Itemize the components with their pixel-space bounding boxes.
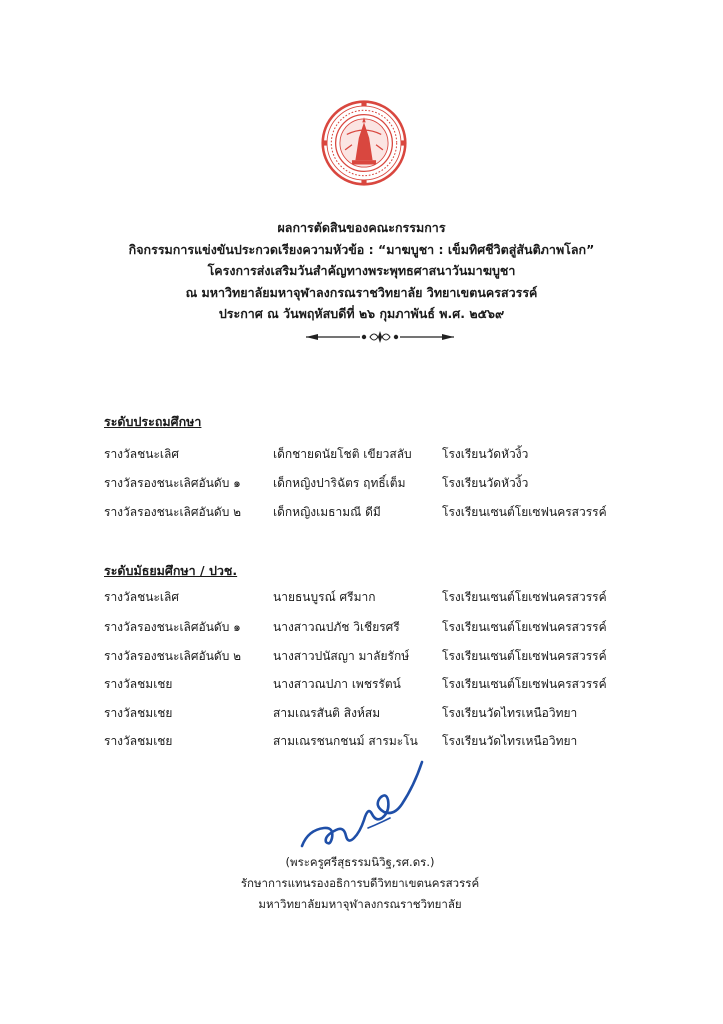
ornament-divider-icon: [304, 330, 456, 344]
award-cell: รางวัลรองชนะเลิศอันดับ ๑: [104, 476, 241, 490]
school-cell: โรงเรียนเซนต์โยเซฟนครสวรรค์: [442, 590, 607, 604]
award-cell: รางวัลรองชนะเลิศอันดับ ๒: [104, 505, 242, 519]
school-cell: โรงเรียนเซนต์โยเซฟนครสวรรค์: [442, 505, 607, 519]
heading-line: กิจกรรมการแข่งขันประกวดเรียงความหัวข้อ : “มาฆบูชา : เข็มทิศชีวิตสู่สันติภาพโลก”: [128, 241, 595, 257]
table-row: [0, 647, 723, 667]
signature-block: [210, 852, 510, 915]
school-cell: โรงเรียนวัดหัวงิ้ว: [442, 476, 529, 490]
name-cell: นางสาวณปภัช วิเชียรศรี: [273, 620, 400, 634]
award-cell: รางวัลชมเชย: [104, 706, 173, 720]
school-cell: โรงเรียนวัดไทรเหนือวิทยา: [442, 706, 578, 720]
heading-line: ผลการตัดสินของคณะกรรมการ: [277, 220, 446, 235]
table-row: [0, 474, 723, 494]
name-cell: นางสาวปนัสญา มาลัยรักษ์: [273, 649, 410, 663]
name-cell: สามเณรสันติ สิงห์สม: [273, 706, 381, 720]
heading-line: ประกาศ ณ วันพฤหัสบดีที่ ๒๖ กุมภาพันธ์ พ.ศ. ๒๕๖๙: [218, 306, 505, 321]
table-row: [0, 675, 723, 695]
school-cell: โรงเรียนเซนต์โยเซฟนครสวรรค์: [442, 620, 607, 634]
signatory-position: รักษาการแทนรองอธิการบดีวิทยาเขตนครสวรรค์: [240, 876, 480, 890]
table-row: [0, 704, 723, 724]
award-cell: รางวัลชมเชย: [104, 677, 173, 691]
school-cell: โรงเรียนวัดไทรเหนือวิทยา: [442, 734, 578, 748]
award-cell: รางวัลชนะเลิศ: [104, 590, 179, 604]
name-cell: เด็กหญิงปาริฉัตร ฤทธิ์เต็ม: [273, 476, 406, 490]
name-cell: เด็กหญิงเมธามณี ดีมี: [273, 505, 381, 519]
name-cell: นางสาวณปภา เพชรรัตน์: [273, 677, 401, 691]
heading-line: ณ มหาวิทยาลัยมหาจุฬาลงกรณราชวิทยาลัย วิทยาเขตนครสวรรค์: [185, 284, 538, 300]
table-row: [0, 503, 723, 523]
section-title-primary: ระดับประถมศึกษา: [104, 414, 202, 429]
table-row: [0, 445, 723, 465]
award-cell: รางวัลรองชนะเลิศอันดับ ๑: [104, 620, 241, 634]
university-seal-icon: [321, 100, 407, 186]
signatory-organization: มหาวิทยาลัยมหาจุฬาลงกรณราชวิทยาลัย: [258, 897, 462, 911]
name-cell: สามเณรชนกชนม์ สารมะโน: [273, 734, 418, 748]
award-cell: รางวัลชมเชย: [104, 734, 173, 748]
table-row: [0, 618, 723, 638]
handwritten-signature-icon: [298, 758, 433, 853]
heading-line: โครงการส่งเสริมวันสำคัญทางพระพุทธศาสนาวันมาฆบูชา: [207, 263, 516, 278]
section-title-secondary: ระดับมัธยมศึกษา / ปวช.: [104, 563, 238, 578]
table-row: [0, 588, 723, 608]
school-cell: โรงเรียนเซนต์โยเซฟนครสวรรค์: [442, 677, 607, 691]
school-cell: โรงเรียนวัดหัวงิ้ว: [442, 447, 529, 461]
award-cell: รางวัลรองชนะเลิศอันดับ ๒: [104, 649, 242, 663]
name-cell: เด็กชายดนัยโชติ เขียวสลับ: [273, 447, 412, 461]
table-row: [0, 732, 723, 752]
name-cell: นายธนบูรณ์ ศรีมาก: [273, 590, 376, 604]
signatory-name: (พระครูศรีสุธรรมนิวิฐ,รศ.ดร.): [285, 855, 435, 869]
award-cell: รางวัลชนะเลิศ: [104, 447, 179, 461]
school-cell: โรงเรียนเซนต์โยเซฟนครสวรรค์: [442, 649, 607, 663]
announcement-heading: [0, 217, 723, 325]
